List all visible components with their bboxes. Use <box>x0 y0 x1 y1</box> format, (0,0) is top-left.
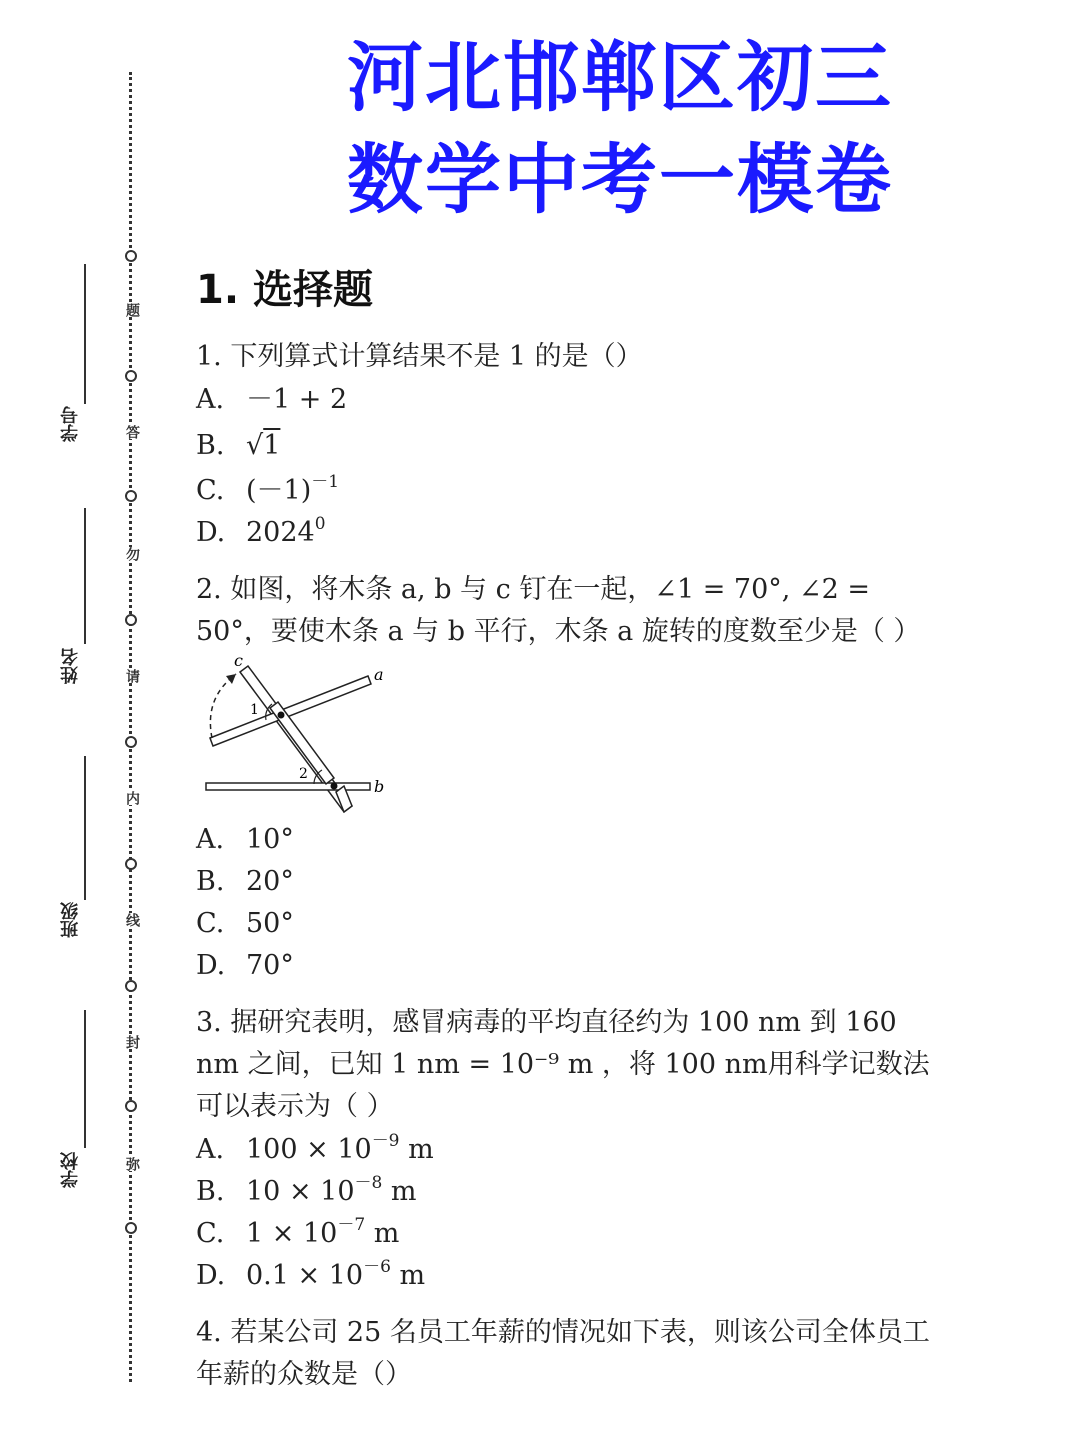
seal-char: 封 <box>124 1035 140 1049</box>
option-value: 70° <box>246 950 294 981</box>
section-heading: 1. 选择题 <box>196 267 373 313</box>
option-coefficient: 10 × 10 <box>246 1176 355 1207</box>
option-letter: B. <box>196 1176 225 1207</box>
question-1-option-b[interactable] <box>196 425 280 467</box>
rotation-arrowhead <box>226 674 236 684</box>
seal-char: 题 <box>124 303 140 317</box>
seal-ring <box>125 614 137 626</box>
question-3-text: 3. 据研究表明，感冒病毒的平均直径约为 100 nm 到 160 nm 之间，已知 1 nm = 10⁻⁹ m ，将 100 nm用科学记数法可以表示为（ ） <box>196 1007 930 1122</box>
seal-ring <box>125 370 137 382</box>
label-angle-2: 2 <box>299 766 308 782</box>
label-a: a <box>374 665 384 684</box>
nail-2 <box>331 783 338 790</box>
option-value: 20° <box>246 866 294 897</box>
option-exponent: －9 <box>371 1131 400 1151</box>
option-exponent: 0 <box>314 514 326 534</box>
radical-sign: √ <box>246 430 264 461</box>
name-blank <box>84 508 86 644</box>
seal-ring <box>125 250 137 262</box>
question-2-option-c[interactable] <box>196 903 294 945</box>
class-label: 班级 <box>60 902 81 938</box>
label-b: b <box>374 777 385 796</box>
seal-char: 勿 <box>124 547 140 561</box>
sqrt-expression <box>246 425 280 467</box>
question-4-text: 4. 若某公司 25 名员工年薪的情况如下表，则该公司全体员工年薪的众数是（） <box>196 1317 930 1390</box>
question-2-option-d[interactable] <box>196 945 294 987</box>
seal-ring <box>125 980 137 992</box>
seal-ring <box>125 1222 137 1234</box>
question-1-text: 1. 下列算式计算结果不是 1 的是（） <box>196 341 643 372</box>
exam-title-line-2: 数学中考一模卷 <box>347 135 893 224</box>
option-base: 2024 <box>246 517 315 548</box>
option-letter: C. <box>196 1218 225 1249</box>
option-coefficient: 1 × 10 <box>246 1218 338 1249</box>
option-base: (－1) <box>246 475 312 506</box>
option-letter: D. <box>196 517 226 548</box>
option-letter: A. <box>196 1134 225 1165</box>
option-value: 10° <box>246 824 294 855</box>
option-letter: D. <box>196 950 226 981</box>
option-letter: C. <box>196 475 225 506</box>
seal-char: 内 <box>124 791 140 805</box>
question-3-option-a[interactable] <box>196 1129 434 1171</box>
seal-char: 弥 <box>124 1157 140 1171</box>
question-2-figure <box>196 652 416 822</box>
seal-char: 答 <box>124 425 140 439</box>
option-coefficient: 100 × 10 <box>246 1134 372 1165</box>
exam-title-line-1: 河北邯郸区初三 <box>347 33 893 122</box>
option-unit: m <box>390 1260 426 1291</box>
seal-ring <box>125 858 137 870</box>
label-angle-1: 1 <box>250 702 259 718</box>
class-field[interactable] <box>58 756 88 946</box>
label-c: c <box>234 652 243 670</box>
class-blank <box>84 756 86 900</box>
school-blank <box>84 1010 86 1148</box>
question-3-option-c[interactable] <box>196 1213 399 1255</box>
seal-ring <box>125 736 137 748</box>
question-1-option-c[interactable] <box>196 470 339 512</box>
nail-1 <box>278 712 285 719</box>
question-1-option-d[interactable] <box>196 512 326 554</box>
question-2-option-b[interactable] <box>196 861 294 903</box>
seal-ring <box>125 1100 137 1112</box>
option-letter: A. <box>196 384 225 415</box>
option-letter: C. <box>196 908 225 939</box>
student-id-field[interactable] <box>58 264 88 454</box>
option-letter: A. <box>196 824 225 855</box>
student-id-blank <box>84 264 86 404</box>
school-label: 学校 <box>60 1152 81 1188</box>
option-exponent: －7 <box>337 1215 366 1235</box>
seal-char: 请 <box>124 669 140 683</box>
option-unit: m <box>399 1134 434 1165</box>
option-exponent: －1 <box>311 472 340 492</box>
name-field[interactable] <box>58 508 88 698</box>
student-id-label: 学号 <box>60 406 81 442</box>
option-exponent: －6 <box>363 1257 391 1277</box>
option-letter: B. <box>196 866 225 897</box>
binding-margin <box>0 0 160 1440</box>
option-value: －1 + 2 <box>246 384 348 415</box>
seal-dotted-line <box>129 72 132 1382</box>
option-unit: m <box>365 1218 400 1249</box>
option-unit: m <box>382 1176 417 1207</box>
option-letter: B. <box>196 430 225 461</box>
option-coefficient: 0.1 × 10 <box>246 1260 364 1291</box>
name-label: 姓名 <box>60 648 81 684</box>
question-3-option-d[interactable] <box>196 1255 425 1297</box>
option-value: 50° <box>246 908 294 939</box>
question-1-option-a[interactable] <box>196 379 347 421</box>
question-3-option-b[interactable] <box>196 1171 417 1213</box>
school-field[interactable] <box>58 1010 88 1200</box>
option-letter: D. <box>196 1260 226 1291</box>
question-2-option-a[interactable] <box>196 819 294 861</box>
option-exponent: －8 <box>354 1173 383 1193</box>
radicand: 1 <box>263 430 281 461</box>
seal-char: 线 <box>124 913 140 927</box>
seal-ring <box>125 490 137 502</box>
question-2-text: 2. 如图，将木条 a, b 与 c 钉在一起，∠1 = 70°, ∠2 = 50°，要使木条 a 与 b 平行，木条 a 旋转的度数至少是（ ） <box>196 574 921 647</box>
